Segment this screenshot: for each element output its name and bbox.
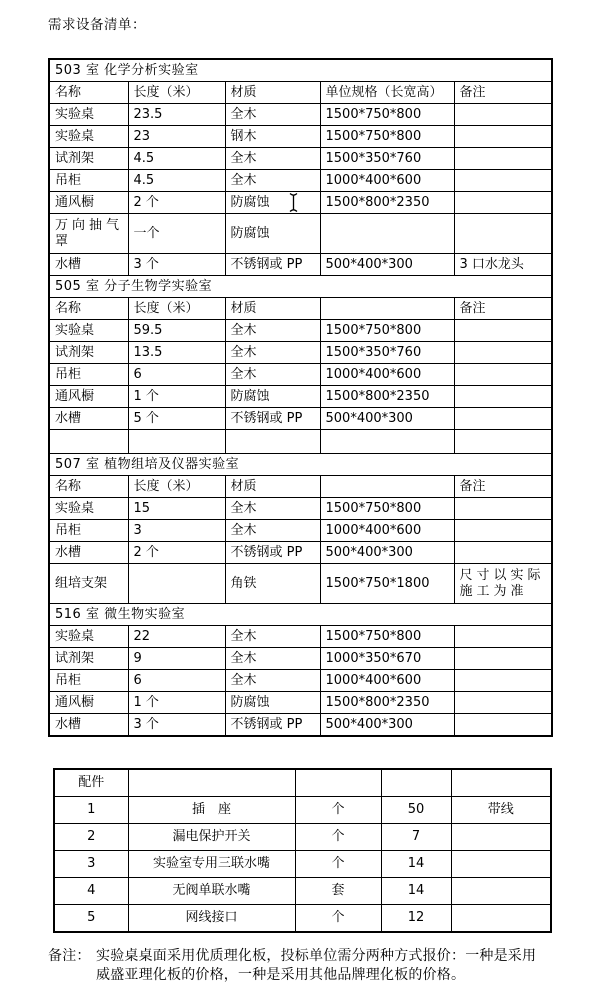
equipment-cell: 水槽	[49, 408, 128, 430]
equipment-row	[49, 254, 552, 276]
column-header-cell: 备注	[454, 298, 552, 320]
accessories-cell: 4	[54, 878, 128, 905]
equipment-cell: 500*400*300	[320, 254, 454, 276]
equipment-cell: 全木	[225, 520, 320, 542]
equipment-row	[49, 648, 552, 670]
equipment-table-body	[49, 59, 552, 736]
accessories-header-cell	[128, 769, 295, 797]
accessories-cell: 无阀单联水嘴	[128, 878, 295, 905]
equipment-row	[49, 626, 552, 648]
equipment-cell: 1500*800*2350	[320, 192, 454, 214]
accessories-row	[54, 824, 551, 851]
equipment-cell: 全木	[225, 626, 320, 648]
section-title-row	[49, 59, 552, 82]
accessories-row	[54, 905, 551, 933]
column-header-row	[49, 298, 552, 320]
accessories-cell: 带线	[451, 797, 551, 824]
document-title: 需求设备清单：	[48, 17, 146, 33]
equipment-cell	[454, 520, 552, 542]
footnote-label: 备注：	[48, 948, 91, 964]
equipment-cell: 组培支架	[49, 564, 128, 604]
equipment-cell	[454, 648, 552, 670]
column-header-cell	[320, 476, 454, 498]
accessories-header-cell	[381, 769, 451, 797]
equipment-cell: 全木	[225, 148, 320, 170]
accessories-cell: 14	[381, 878, 451, 905]
equipment-cell	[454, 430, 552, 454]
accessories-cell: 3	[54, 851, 128, 878]
equipment-cell: 23	[128, 126, 225, 148]
equipment-cell: 吊柜	[49, 364, 128, 386]
equipment-cell	[454, 342, 552, 364]
equipment-cell: 全木	[225, 320, 320, 342]
equipment-cell: 一个	[128, 214, 225, 254]
equipment-cell: 1500*750*800	[320, 498, 454, 520]
equipment-row	[49, 498, 552, 520]
equipment-cell	[454, 386, 552, 408]
equipment-cell: 全木	[225, 170, 320, 192]
equipment-row	[49, 192, 552, 214]
equipment-cell: 1500*800*2350	[320, 386, 454, 408]
accessories-table	[53, 768, 552, 933]
equipment-cell: 全木	[225, 670, 320, 692]
equipment-cell	[454, 104, 552, 126]
equipment-row	[49, 386, 552, 408]
equipment-cell: 1500*750*800	[320, 104, 454, 126]
accessories-cell	[451, 878, 551, 905]
equipment-row	[49, 714, 552, 737]
accessories-cell: 实验室专用三联水嘴	[128, 851, 295, 878]
accessories-row	[54, 878, 551, 905]
equipment-cell: 不锈钢或 PP	[225, 714, 320, 737]
equipment-row	[49, 520, 552, 542]
equipment-cell: 通风橱	[49, 386, 128, 408]
equipment-cell: 1000*400*600	[320, 170, 454, 192]
section-title-cell: 507 室 植物组培及仪器实验室	[49, 454, 552, 476]
accessories-cell: 2	[54, 824, 128, 851]
column-header-cell: 备注	[454, 82, 552, 104]
accessories-cell: 个	[295, 824, 381, 851]
section-title-row	[49, 276, 552, 298]
accessories-header-cell: 配件	[54, 769, 128, 797]
equipment-cell: 不锈钢或 PP	[225, 542, 320, 564]
equipment-cell: 3 口水龙头	[454, 254, 552, 276]
equipment-cell: 2 个	[128, 542, 225, 564]
equipment-cell: 1500*750*800	[320, 320, 454, 342]
equipment-cell	[454, 714, 552, 737]
column-header-cell: 长度（米）	[128, 476, 225, 498]
equipment-cell: 15	[128, 498, 225, 520]
equipment-cell	[454, 542, 552, 564]
equipment-cell: 22	[128, 626, 225, 648]
equipment-cell: 吊柜	[49, 670, 128, 692]
equipment-cell: 水槽	[49, 542, 128, 564]
footnote-line-2: 威盛亚理化板的价格，一种是采用其他品牌理化板的价格。	[96, 966, 466, 983]
equipment-cell	[454, 498, 552, 520]
equipment-cell	[225, 430, 320, 454]
equipment-cell: 实验桌	[49, 320, 128, 342]
equipment-cell: 1500*750*1800	[320, 564, 454, 604]
equipment-cell: 试剂架	[49, 148, 128, 170]
accessories-header-cell	[295, 769, 381, 797]
equipment-cell: 500*400*300	[320, 714, 454, 737]
equipment-cell: 防腐蚀	[225, 692, 320, 714]
accessories-cell: 1	[54, 797, 128, 824]
equipment-cell: 实验桌	[49, 126, 128, 148]
equipment-cell: 实验桌	[49, 104, 128, 126]
equipment-requirements-table	[48, 58, 553, 737]
accessories-cell	[451, 905, 551, 933]
accessories-cell	[451, 824, 551, 851]
accessories-header-cell	[451, 769, 551, 797]
column-header-cell: 材质	[225, 476, 320, 498]
section-title-row	[49, 604, 552, 626]
equipment-cell: 1500*800*2350	[320, 692, 454, 714]
column-header-row	[49, 476, 552, 498]
column-header-cell: 单位规格（长宽高）	[320, 82, 454, 104]
equipment-cell: 试剂架	[49, 342, 128, 364]
accessories-cell: 套	[295, 878, 381, 905]
accessories-cell: 个	[295, 905, 381, 933]
equipment-cell: 钢木	[225, 126, 320, 148]
equipment-cell: 1500*350*760	[320, 342, 454, 364]
equipment-cell: 水槽	[49, 254, 128, 276]
column-header-cell: 材质	[225, 82, 320, 104]
equipment-cell: 2 个	[128, 192, 225, 214]
equipment-cell	[454, 214, 552, 254]
footnote	[48, 947, 536, 984]
accessories-cell: 个	[295, 797, 381, 824]
equipment-cell	[49, 430, 128, 454]
accessories-cell: 漏电保护开关	[128, 824, 295, 851]
equipment-cell: 万向抽气罩	[49, 214, 128, 254]
column-header-cell: 备注	[454, 476, 552, 498]
column-header-cell: 名称	[49, 82, 128, 104]
equipment-row	[49, 408, 552, 430]
equipment-cell: 通风橱	[49, 692, 128, 714]
equipment-cell: 500*400*300	[320, 408, 454, 430]
equipment-cell	[454, 192, 552, 214]
equipment-cell	[454, 126, 552, 148]
equipment-cell: 1000*400*600	[320, 364, 454, 386]
equipment-cell	[320, 214, 454, 254]
equipment-cell	[454, 320, 552, 342]
equipment-cell: 全木	[225, 498, 320, 520]
equipment-cell	[454, 148, 552, 170]
equipment-row	[49, 342, 552, 364]
equipment-cell: 全木	[225, 364, 320, 386]
column-header-cell: 长度（米）	[128, 82, 225, 104]
accessories-cell: 5	[54, 905, 128, 933]
equipment-cell: 通风橱	[49, 192, 128, 214]
equipment-cell: 1500*750*800	[320, 126, 454, 148]
equipment-cell: 3 个	[128, 254, 225, 276]
accessories-row	[54, 797, 551, 824]
equipment-row	[49, 364, 552, 386]
equipment-row	[49, 126, 552, 148]
column-header-cell: 名称	[49, 476, 128, 498]
equipment-row	[49, 670, 552, 692]
equipment-cell: 防腐蚀	[225, 214, 320, 254]
equipment-row	[49, 104, 552, 126]
equipment-cell: 4.5	[128, 148, 225, 170]
accessories-cell: 12	[381, 905, 451, 933]
equipment-cell: 1000*350*670	[320, 648, 454, 670]
equipment-cell: 全木	[225, 648, 320, 670]
equipment-cell: 尺寸以实际施工为准	[454, 564, 552, 604]
equipment-cell: 角铁	[225, 564, 320, 604]
section-title-cell: 516 室 微生物实验室	[49, 604, 552, 626]
equipment-cell: 全木	[225, 342, 320, 364]
equipment-cell: 500*400*300	[320, 542, 454, 564]
equipment-cell: 实验桌	[49, 498, 128, 520]
equipment-cell: 9	[128, 648, 225, 670]
equipment-cell: 1000*400*600	[320, 670, 454, 692]
equipment-cell: 吊柜	[49, 170, 128, 192]
equipment-cell	[454, 670, 552, 692]
accessories-table-body	[54, 769, 551, 932]
equipment-cell: 防腐蚀	[225, 386, 320, 408]
equipment-cell: 59.5	[128, 320, 225, 342]
accessories-cell: 50	[381, 797, 451, 824]
equipment-row	[49, 430, 552, 454]
accessories-cell: 个	[295, 851, 381, 878]
equipment-row	[49, 214, 552, 254]
equipment-row	[49, 148, 552, 170]
equipment-cell	[128, 564, 225, 604]
accessories-cell: 7	[381, 824, 451, 851]
equipment-cell: 1000*400*600	[320, 520, 454, 542]
equipment-cell: 实验桌	[49, 626, 128, 648]
section-title-cell: 503 室 化学分析实验室	[49, 59, 552, 82]
section-title-row	[49, 454, 552, 476]
accessories-cell: 网线接口	[128, 905, 295, 933]
equipment-row	[49, 320, 552, 342]
equipment-cell: 吊柜	[49, 520, 128, 542]
equipment-cell	[454, 408, 552, 430]
equipment-cell	[454, 364, 552, 386]
equipment-row	[49, 692, 552, 714]
equipment-cell: 1500*350*760	[320, 148, 454, 170]
column-header-row	[49, 82, 552, 104]
equipment-cell: 试剂架	[49, 648, 128, 670]
equipment-cell: 不锈钢或 PP	[225, 408, 320, 430]
equipment-cell: 1 个	[128, 692, 225, 714]
accessories-header-row	[54, 769, 551, 797]
equipment-cell: 1500*750*800	[320, 626, 454, 648]
equipment-cell: 4.5	[128, 170, 225, 192]
equipment-cell: 防腐蚀	[225, 192, 320, 214]
column-header-cell	[320, 298, 454, 320]
accessories-cell: 14	[381, 851, 451, 878]
column-header-cell: 名称	[49, 298, 128, 320]
equipment-cell	[454, 170, 552, 192]
equipment-cell	[128, 430, 225, 454]
equipment-cell: 6	[128, 670, 225, 692]
equipment-row	[49, 564, 552, 604]
equipment-cell: 水槽	[49, 714, 128, 737]
section-title-cell: 505 室 分子生物学实验室	[49, 276, 552, 298]
equipment-cell: 3	[128, 520, 225, 542]
equipment-cell	[454, 692, 552, 714]
accessories-cell: 插 座	[128, 797, 295, 824]
equipment-cell: 不锈钢或 PP	[225, 254, 320, 276]
equipment-row	[49, 170, 552, 192]
accessories-row	[54, 851, 551, 878]
footnote-text	[96, 947, 536, 984]
footnote-line-1: 实验桌桌面采用优质理化板，投标单位需分两种方式报价：一种是采用	[96, 948, 537, 964]
equipment-cell: 13.5	[128, 342, 225, 364]
accessories-cell	[451, 851, 551, 878]
equipment-cell	[320, 430, 454, 454]
equipment-cell	[454, 626, 552, 648]
equipment-cell: 6	[128, 364, 225, 386]
column-header-cell: 长度（米）	[128, 298, 225, 320]
equipment-cell: 23.5	[128, 104, 225, 126]
equipment-cell: 5 个	[128, 408, 225, 430]
equipment-cell: 3 个	[128, 714, 225, 737]
equipment-cell: 全木	[225, 104, 320, 126]
equipment-row	[49, 542, 552, 564]
column-header-cell: 材质	[225, 298, 320, 320]
equipment-cell: 1 个	[128, 386, 225, 408]
